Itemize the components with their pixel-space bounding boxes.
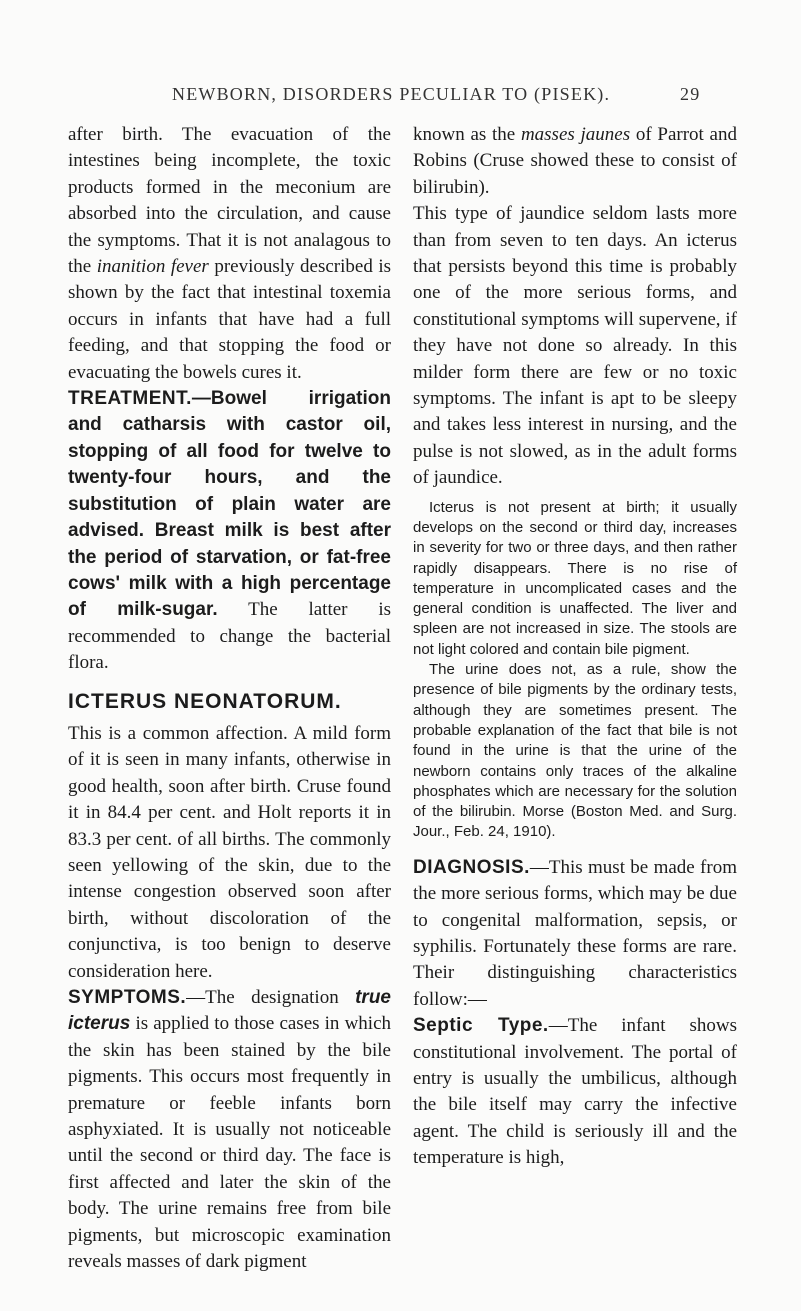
spacer [413, 843, 737, 855]
text: after birth. The evacuation of the intestines being incomplete, the toxic products formed in the meconium are absorbed into the circulation, and cause the symptoms. That it is not analagous to the [68, 124, 391, 278]
small-paragraph-icterus: Icterus is not present at birth; it usually develops on the second or third day, increases in severity for two or three days, and then rather rapidly disappears. There is no rise of temperature in uncomplicated cases and the general condition is unaffected. The liver and spleen are not increased in size. The stools are not light colored and contain bile pigment. [413, 498, 737, 658]
italic-text: true icterus [68, 987, 391, 1035]
running-head-title: NEWBORN, DISORDERS PECULIAR TO (PISEK). [172, 84, 611, 104]
diagnosis-label: DIAGNOSIS. [413, 856, 530, 878]
text: of Parrot and Robins (Cruse showed these to consist of bilirubin). [413, 124, 737, 198]
small-paragraph-urine: The urine does not, as a rule, show the presence of bile pigments by the ordinary tests, although they are sometimes present. The probable explanation of the fact that bile is not found in the urine is that the urine of the newborn contains only traces of the alkaline phosphates which are necessary for the solution of the bilirubin. Morse (Boston Med. and Surg. Jour., Feb. 24, 1910). [413, 661, 737, 841]
paragraph-treatment [68, 386, 391, 676]
symptoms-label: SYMPTOMS. [68, 987, 187, 1008]
right-column [413, 122, 737, 1172]
treatment-label: TREATMENT. [68, 388, 192, 410]
section-heading-icterus: ICTERUS NEONATORUM. [68, 689, 342, 713]
treatment-text: —Bowel irrigation and catharsis with castor oil, stopping of all food for twelve to twenty-four hours, and the substitution of plain water are advised. Breast milk is best after the period of starvation, or fat-free cows' milk with a high percentage of milk-sugar. [68, 388, 391, 621]
paragraph-septic-type [413, 1013, 737, 1171]
text: —The infant shows constitutional involvement. The portal of entry is usually the umbilicus, although the bile itself may carry the infective agent. The child is seriously ill and the temperature is high, [413, 1015, 737, 1169]
text: known as the [413, 124, 521, 145]
paragraph-jaundice-duration: This type of jaundice seldom lasts more than from seven to ten days. An icterus that persists beyond this time is probably one of the more serious forms, and constitutional symptoms will supervene, if they have not done so already. In this milder form there are few or no toxic symptoms. The infant is apt to be sleepy and takes less interest in nursing, and the pulse is not slowed, as in the adult forms of jaundice. [413, 203, 737, 489]
septic-label: Septic Type. [413, 1015, 549, 1037]
paragraph-diagnosis [413, 855, 737, 1013]
italic-text: masses jaunes [520, 124, 631, 145]
paragraph-symptoms [68, 985, 391, 1275]
text: —This must be made from the more serious forms, which may be due to congenital malformation, sepsis, or syphilis. Fortunately these forms are rare. Their distinguishing characteristics follow:— [413, 856, 737, 1010]
italic-text: inanition fever [96, 256, 209, 278]
paragraph-masses-jaunes [413, 122, 737, 201]
paragraph-icterus: This is a common affection. A mild form of it is seen in many infants, otherwise in good health, soon after birth. Cruse found it in 84.4 per cent. and Holt reports it in 83.3 per cent. of all births. The commonly seen yellowing of the skin, due to the intense congestion observed soon after birth, without discoloration of the conjunctiva, is too benign to deserve consideration here. [68, 722, 391, 982]
left-column [68, 122, 391, 1275]
treatment-tail: The latter is recommended to change the bacterial flora. [68, 599, 391, 674]
page-number: 29 [680, 84, 701, 104]
text: —The designation [186, 987, 356, 1008]
text: previously described is shown by the fact that intestinal toxemia occurs in infants that have had a full feeding, and that stopping the food or evacuating the bowels cures it. [68, 256, 391, 383]
text: is applied to those cases in which the skin has been stained by the bile pigments. This occurs most frequently in premature or feeble infants born asphyxiated. It is usually not noticeable until the second or third day. The face is first affected and later the skin of the body. The urine remains free from bile pigments, but microscopic examination reveals masses of dark pigment [68, 1013, 391, 1273]
spacer [68, 677, 391, 689]
paragraph-meconium [68, 122, 391, 386]
